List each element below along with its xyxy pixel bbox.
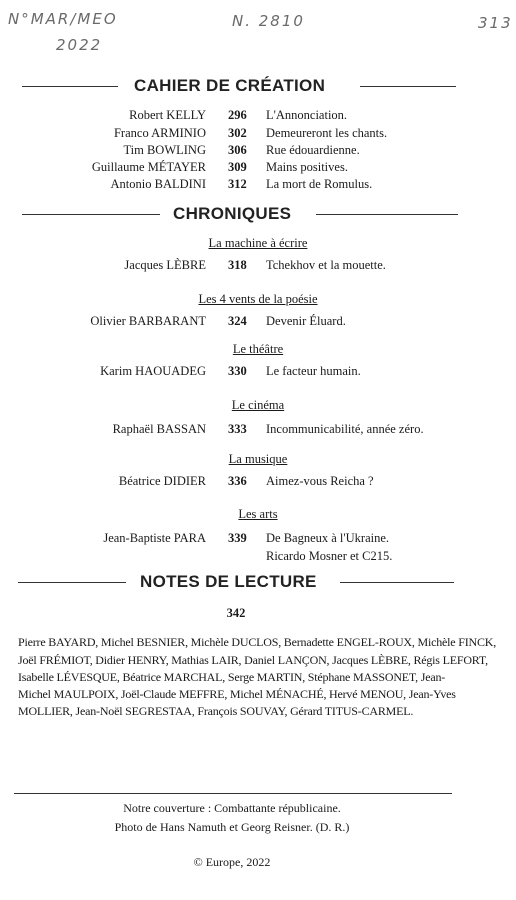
- entry-title: Aimez-vous Reicha ?: [266, 474, 374, 488]
- author: Béatrice DIDIER: [118, 474, 206, 488]
- author: Raphaël BASSAN: [112, 422, 206, 436]
- toc-entry: [0, 143, 516, 161]
- toc-entry: [0, 177, 516, 195]
- entry-title: L'Annonciation.: [266, 108, 348, 122]
- divider: [340, 582, 454, 583]
- toc-entry: [0, 258, 516, 276]
- section-title: CAHIER DE CRÉATION: [134, 76, 326, 95]
- toc-entry: [0, 108, 516, 126]
- rubric-title: Le cinéma: [231, 398, 285, 412]
- page-number: 306: [228, 143, 247, 157]
- section-title: CHRONIQUES: [173, 204, 292, 223]
- author: Franco ARMINIO: [113, 126, 206, 140]
- section-header-cahier: [0, 72, 516, 102]
- divider: [360, 86, 456, 87]
- author: Jean-Baptiste PARA: [103, 531, 206, 545]
- toc-entry: [0, 160, 516, 178]
- toc-entry: [0, 126, 516, 144]
- divider: [18, 582, 126, 583]
- author: Guillaume MÉTAYER: [91, 160, 206, 174]
- footer-divider: [14, 793, 452, 794]
- notes-page-number: 342: [226, 606, 246, 620]
- author: Olivier BARBARANT: [90, 314, 206, 328]
- entry-title: Devenir Éluard.: [266, 314, 346, 328]
- author: Robert KELLY: [129, 108, 206, 122]
- toc-entry: [0, 422, 516, 440]
- toc-entry: [0, 531, 516, 549]
- entry-title: Rue édouardienne.: [266, 143, 360, 157]
- toc-entry: [0, 364, 516, 382]
- handwritten-note: N°MAR/MEO: [8, 10, 118, 28]
- photo-credit: Photo de Hans Namuth et Georg Reisner. (D. R.): [114, 820, 350, 834]
- copyright: © Europe, 2022: [193, 855, 271, 869]
- toc-entry-continued: [0, 549, 516, 567]
- rubric-title: Les 4 vents de la poésie: [198, 292, 318, 306]
- divider: [316, 214, 458, 215]
- page-number: 318: [228, 258, 247, 272]
- authors-line: Joël FRÉMIOT, Didier HENRY, Mathias LAIR, Daniel LANÇON, Jacques LÈBRE, Régis LEFORT,: [18, 653, 488, 667]
- page-number: 324: [228, 314, 247, 328]
- entry-title: De Bagneux à l'Ukraine.: [266, 531, 390, 545]
- authors-line: Isabelle LÉVESQUE, Béatrice MARCHAL, Serge MARTIN, Stéphane MASSONET, Jean-: [18, 670, 446, 684]
- entry-title: Mains positives.: [266, 160, 348, 174]
- page-number: 296: [228, 108, 247, 122]
- page-number: 339: [228, 531, 247, 545]
- toc-entry: [0, 474, 516, 492]
- entry-title: Incommunicabilité, année zéro.: [266, 422, 424, 436]
- page-number: 330: [228, 364, 247, 378]
- author: Antonio BALDINI: [110, 177, 206, 191]
- authors-line: MOLLIER, Jean-Noël SEGRESTAA, François SOUVAY, Gérard TITUS-CARMEL.: [18, 704, 414, 718]
- toc-entry: [0, 314, 516, 332]
- section-header-chroniques: [0, 200, 516, 230]
- entry-title: Tchekhov et la mouette.: [266, 258, 386, 272]
- page-number: 302: [228, 126, 247, 140]
- author: Jacques LÈBRE: [124, 258, 206, 272]
- page-number: 336: [228, 474, 247, 488]
- page-number: 309: [228, 160, 247, 174]
- section-header-notes: [0, 568, 516, 598]
- divider: [22, 86, 118, 87]
- authors-line: Michel MAULPOIX, Joël-Claude MEFFRE, Michel MÉNACHÉ, Hervé MENOU, Jean-Yves: [18, 687, 456, 701]
- entry-title: Ricardo Mosner et C215.: [266, 549, 393, 563]
- rubric-title: La machine à écrire: [208, 236, 308, 250]
- page-number: 312: [228, 177, 247, 191]
- handwritten-year: 2022: [56, 36, 103, 54]
- entry-title: Demeureront les chants.: [266, 126, 388, 140]
- cover-credit: Notre couverture : Combattante républicaine.: [123, 801, 341, 815]
- rubric-title: Le théâtre: [232, 342, 284, 356]
- handwritten-number: N. 2810: [232, 12, 305, 30]
- author: Tim BOWLING: [123, 143, 206, 157]
- entry-title: Le facteur humain.: [266, 364, 361, 378]
- page-number: 333: [228, 422, 247, 436]
- divider: [22, 214, 160, 215]
- section-title: NOTES DE LECTURE: [140, 572, 317, 591]
- rubric-title: La musique: [228, 452, 288, 466]
- authors-line: Pierre BAYARD, Michel BESNIER, Michèle DUCLOS, Bernadette ENGEL-ROUX, Michèle FINCK,: [18, 635, 497, 649]
- rubric-title: Les arts: [238, 507, 278, 521]
- author: Karim HAOUADEG: [100, 364, 206, 378]
- entry-title: La mort de Romulus.: [266, 177, 373, 191]
- handwritten-page-number: 313: [478, 14, 513, 32]
